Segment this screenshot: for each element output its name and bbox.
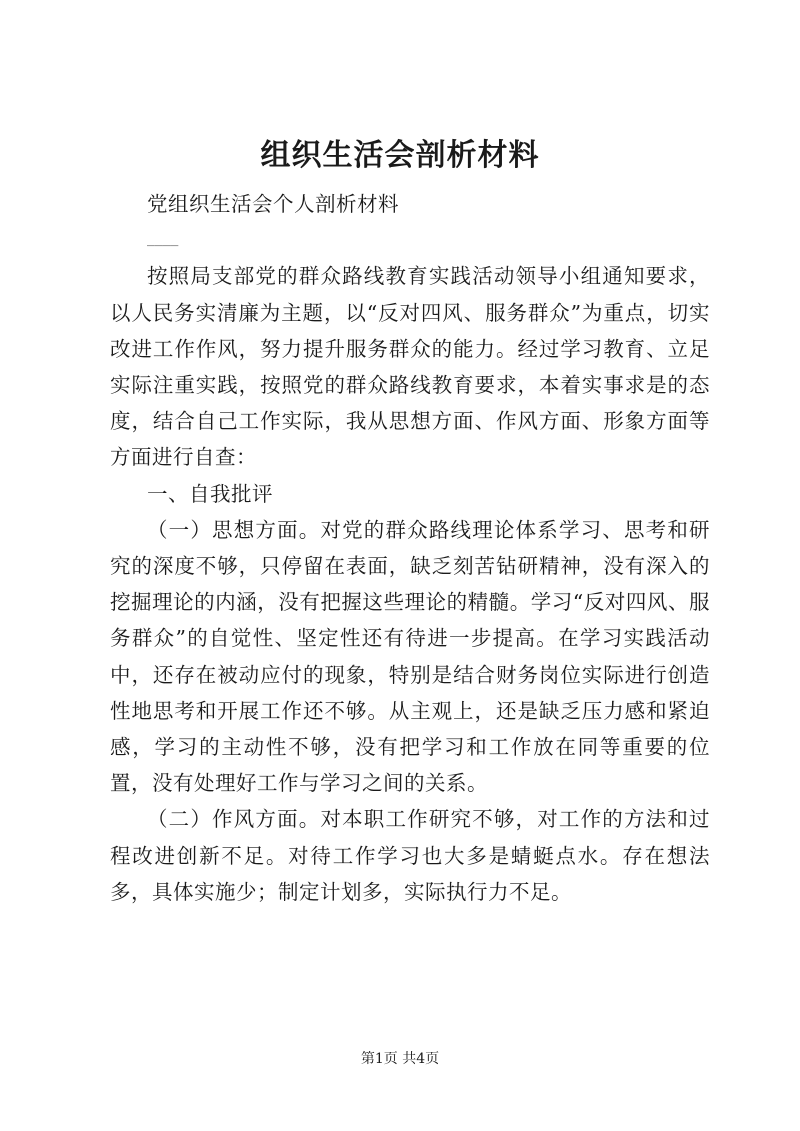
subtitle: 党组织生活会个人剖析材料 bbox=[147, 192, 399, 216]
paragraph-intro: 按照局支部党的群众路线教育实践活动领导小组通知要求，以人民务实清廉为主题，以“反对四风、服务群众”为重点，切实改进工作作风，努力提升服务群众的能力。经过学习教育、立足实际注重实践，按照党的群众路线教育要求，本着实事求是的态度，结合自己工作实际，我从思想方面、作风方面、形象方面等方面进行自查： bbox=[110, 264, 710, 470]
page-footer: 第1页 共4页 bbox=[360, 1051, 440, 1067]
separator-line: ____ bbox=[147, 232, 179, 248]
document-body bbox=[110, 186, 710, 910]
paragraph-thought: （一）思想方面。对党的群众路线理论体系学习、思考和研究的深度不够，只停留在表面，缺乏刻苦钻研精神，没有深入的挖掘理论的内涵，没有把握这些理论的精髓。学习“反对四风、服务群众”的自觉性、坚定性还有待进一步提高。在学习实践活动中，还存在被动应付的现象，特别是结合财务岗位实际进行创造性地思考和开展工作还不够。从主观上，还是缺乏压力感和紧迫感，学习的主动性不够，没有把学习和工作放在同等重要的位置，没有处理好工作与学习之间的关系。 bbox=[110, 517, 710, 796]
section-heading-self-criticism: 一、自我批评 bbox=[147, 481, 273, 506]
paragraph-work-style: （二）作风方面。对本职工作研究不够，对工作的方法和过程改进创新不足。对待工作学习也大多是蜻蜓点水。存在想法多，具体实施少；制定计划多，实际执行力不足。 bbox=[110, 807, 710, 904]
page-title: 组织生活会剖析材料 bbox=[260, 138, 540, 173]
